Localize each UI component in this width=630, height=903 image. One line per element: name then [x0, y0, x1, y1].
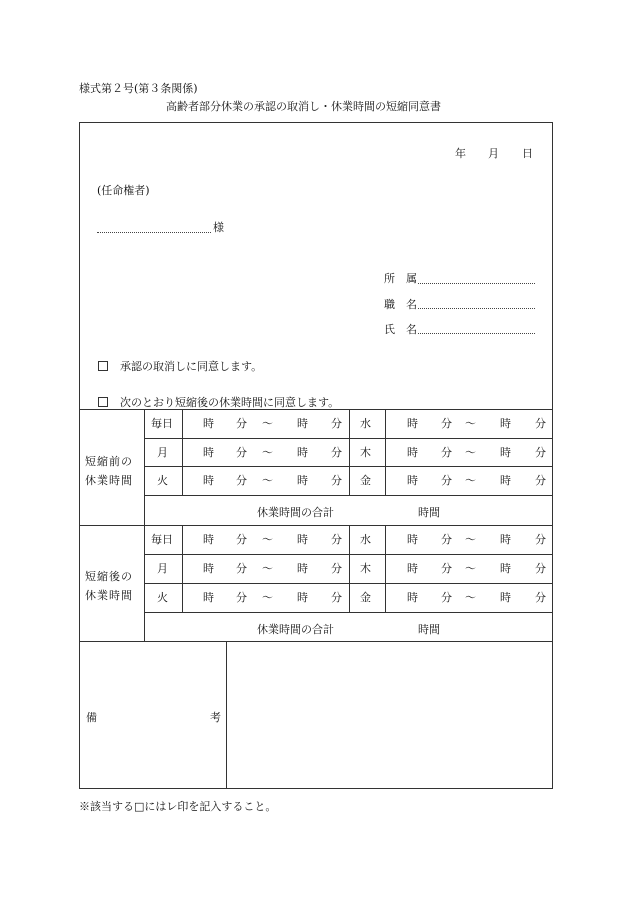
start-minute-unit[interactable]: 分	[236, 562, 247, 575]
after-total-label: 休業時間の合計	[257, 623, 334, 636]
form-title: 高齢者部分休業の承認の取消し・休業時間の短縮同意書	[166, 100, 441, 113]
day-label-left: 火	[157, 474, 168, 487]
section-divider-line	[79, 525, 553, 526]
start-hour-unit[interactable]: 時	[407, 446, 418, 459]
day-label-right: 金	[360, 591, 371, 604]
end-hour-unit[interactable]: 時	[297, 474, 308, 487]
start-hour-unit[interactable]: 時	[203, 417, 214, 430]
start-minute-unit[interactable]: 分	[236, 446, 247, 459]
end-hour-unit[interactable]: 時	[297, 533, 308, 546]
end-minute-unit[interactable]: 分	[535, 533, 546, 546]
tilde: ～	[262, 591, 273, 604]
remarks-label-bi: 備	[86, 711, 97, 724]
day-label-right: 水	[360, 417, 371, 430]
start-hour-unit[interactable]: 時	[407, 562, 418, 575]
remarks-label-ko: 考	[210, 711, 221, 724]
day-label-right: 木	[360, 446, 371, 459]
end-minute-unit[interactable]: 分	[535, 591, 546, 604]
tilde: ～	[465, 474, 476, 487]
day-label-right: 木	[360, 562, 371, 575]
start-minute-unit[interactable]: 分	[441, 562, 452, 575]
end-minute-unit[interactable]: 分	[535, 562, 546, 575]
table-col-line	[349, 525, 350, 612]
table-col-line	[385, 409, 386, 495]
table-col-line	[144, 409, 145, 641]
start-hour-unit[interactable]: 時	[407, 591, 418, 604]
date-month: 月	[488, 147, 499, 160]
start-minute-unit[interactable]: 分	[441, 474, 452, 487]
start-minute-unit[interactable]: 分	[441, 533, 452, 546]
start-hour-unit[interactable]: 時	[203, 474, 214, 487]
tilde: ～	[262, 446, 273, 459]
end-hour-unit[interactable]: 時	[500, 591, 511, 604]
end-hour-unit[interactable]: 時	[297, 562, 308, 575]
start-hour-unit[interactable]: 時	[203, 562, 214, 575]
name-line[interactable]	[418, 333, 535, 334]
name-label: 氏 名	[384, 323, 417, 336]
start-hour-unit[interactable]: 時	[407, 533, 418, 546]
before-total-unit[interactable]: 時間	[418, 506, 440, 519]
day-label-right: 水	[360, 533, 371, 546]
day-label-left: 毎日	[151, 417, 173, 430]
sama-label: 様	[213, 221, 224, 234]
end-minute-unit[interactable]: 分	[331, 474, 342, 487]
end-hour-unit[interactable]: 時	[500, 533, 511, 546]
start-hour-unit[interactable]: 時	[203, 446, 214, 459]
tilde: ～	[465, 446, 476, 459]
checkbox-row-shorten[interactable]	[98, 394, 339, 410]
appointer-label: (任命権者)	[97, 184, 150, 197]
start-minute-unit[interactable]: 分	[236, 591, 247, 604]
table-col-line	[182, 409, 183, 495]
table-line	[144, 612, 553, 613]
end-hour-unit[interactable]: 時	[297, 591, 308, 604]
start-minute-unit[interactable]: 分	[236, 417, 247, 430]
end-minute-unit[interactable]: 分	[535, 417, 546, 430]
after-section-label	[85, 567, 133, 605]
position-label: 職 名	[384, 298, 417, 311]
before-label-line2: 休業時間	[85, 474, 133, 487]
position-line[interactable]	[418, 308, 535, 309]
before-label-line1: 短縮前の	[85, 455, 133, 468]
end-minute-unit[interactable]: 分	[331, 417, 342, 430]
tilde: ～	[465, 562, 476, 575]
after-label-line2: 休業時間	[85, 589, 133, 602]
day-label-right: 金	[360, 474, 371, 487]
end-minute-unit[interactable]: 分	[535, 474, 546, 487]
day-label-left: 月	[157, 562, 168, 575]
affiliation-line[interactable]	[418, 283, 535, 284]
tilde: ～	[465, 533, 476, 546]
day-label-left: 月	[157, 446, 168, 459]
appointer-line[interactable]	[97, 232, 211, 233]
checkbox-cancel-label: 承認の取消しに同意します。	[120, 360, 263, 373]
start-hour-unit[interactable]: 時	[203, 591, 214, 604]
start-minute-unit[interactable]: 分	[441, 417, 452, 430]
checkbox-row-cancel[interactable]	[98, 358, 262, 374]
start-hour-unit[interactable]: 時	[407, 474, 418, 487]
table-col-line	[182, 525, 183, 612]
checkbox-cancel[interactable]	[98, 361, 108, 371]
start-minute-unit[interactable]: 分	[236, 474, 247, 487]
after-total-unit[interactable]: 時間	[418, 623, 440, 636]
table-col-line	[385, 525, 386, 612]
day-label-left: 毎日	[151, 533, 173, 546]
checkbox-shorten[interactable]	[98, 397, 108, 407]
date-day: 日	[522, 147, 533, 160]
end-minute-unit[interactable]: 分	[331, 446, 342, 459]
start-minute-unit[interactable]: 分	[236, 533, 247, 546]
remarks-field[interactable]	[227, 642, 552, 788]
tilde: ～	[262, 474, 273, 487]
start-hour-unit[interactable]: 時	[203, 533, 214, 546]
start-minute-unit[interactable]: 分	[441, 446, 452, 459]
footnote: ※該当する□にはレ印を記入すること。	[79, 800, 277, 813]
start-hour-unit[interactable]: 時	[407, 417, 418, 430]
after-label-line1: 短縮後の	[85, 570, 133, 583]
before-section-label	[85, 452, 133, 490]
end-minute-unit[interactable]: 分	[535, 446, 546, 459]
start-minute-unit[interactable]: 分	[441, 591, 452, 604]
tilde: ～	[262, 417, 273, 430]
end-hour-unit[interactable]: 時	[500, 474, 511, 487]
table-top-line	[79, 409, 553, 410]
tilde: ～	[465, 591, 476, 604]
end-minute-unit[interactable]: 分	[331, 533, 342, 546]
table-line	[144, 495, 553, 496]
tilde: ～	[465, 417, 476, 430]
end-hour-unit[interactable]: 時	[297, 417, 308, 430]
end-minute-unit[interactable]: 分	[331, 562, 342, 575]
end-hour-unit[interactable]: 時	[500, 562, 511, 575]
affiliation-label: 所 属	[384, 272, 417, 285]
end-hour-unit[interactable]: 時	[500, 417, 511, 430]
end-minute-unit[interactable]: 分	[331, 591, 342, 604]
date-year: 年	[455, 147, 466, 160]
end-hour-unit[interactable]: 時	[500, 446, 511, 459]
before-total-label: 休業時間の合計	[257, 506, 334, 519]
end-hour-unit[interactable]: 時	[297, 446, 308, 459]
table-col-line	[349, 409, 350, 495]
tilde: ～	[262, 562, 273, 575]
form-number: 様式第２号(第３条関係)	[79, 82, 198, 95]
checkbox-shorten-label: 次のとおり短縮後の休業時間に同意します。	[120, 396, 340, 409]
day-label-left: 火	[157, 591, 168, 604]
tilde: ～	[262, 533, 273, 546]
